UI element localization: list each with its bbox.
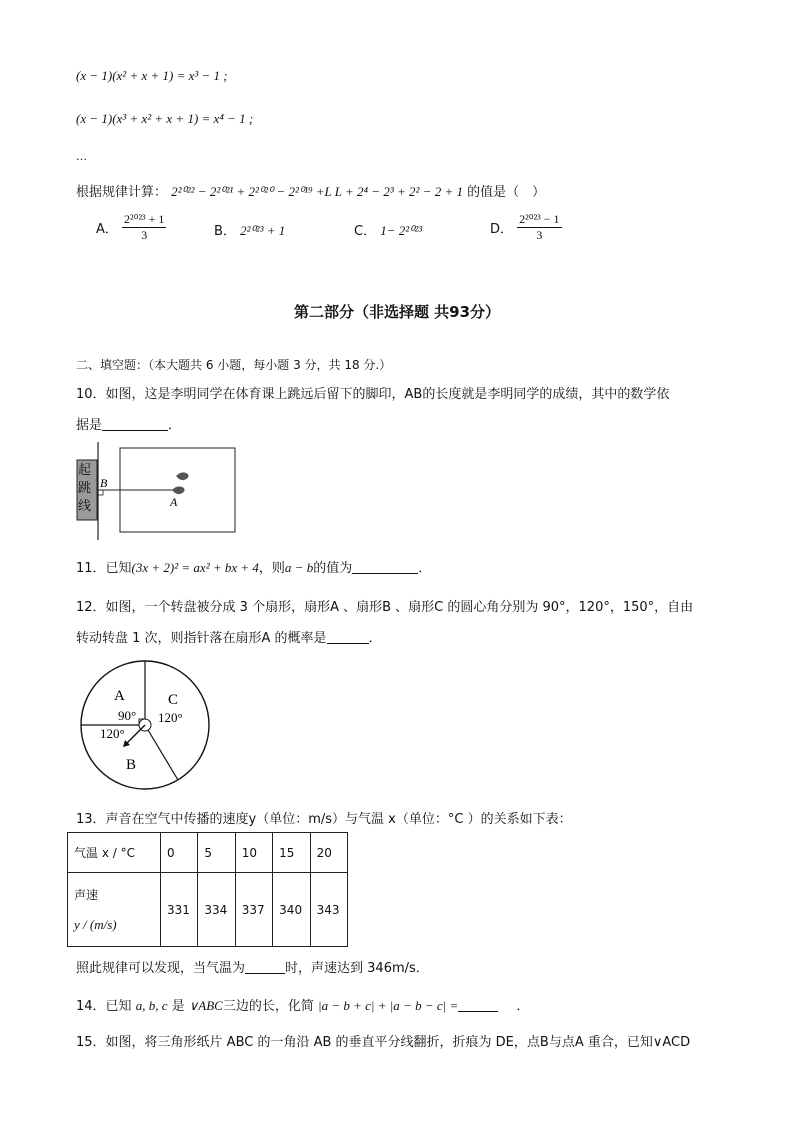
q10-line-2-text: 据是: [76, 418, 103, 433]
option-c[interactable]: [354, 220, 422, 239]
q10-answer-blank[interactable]: [102, 418, 168, 431]
section-title: 第二部分（非选择题 共93分）: [293, 303, 501, 321]
q14-mid: 是: [171, 999, 185, 1014]
table-cell: 15: [273, 833, 310, 873]
option-c-value: 1− 2²⁰²³: [380, 223, 423, 238]
q14-answer-blank[interactable]: [458, 999, 498, 1012]
identity-line-2: (x − 1)(x³ + x² + x + 1) = x⁴ − 1 ;: [76, 111, 254, 126]
table-cell: 340: [273, 873, 310, 947]
table-cell: 334: [198, 873, 235, 947]
table-cell: 0: [161, 833, 198, 873]
q14-vars: a, b, c: [135, 998, 168, 1013]
option-b-label: B．: [214, 224, 236, 239]
table-cell: 5: [198, 833, 235, 873]
option-d[interactable]: [490, 212, 562, 243]
option-a-numerator: 2²⁰²³ + 1: [124, 212, 165, 226]
q11-answer-blank[interactable]: [352, 561, 418, 574]
q15-line-1: 15．如图，将三角形纸片 ABC 的一角沿 AB 的垂直平分线翻折，折痕为 DE，点B与点A 重合，已知∨ACD: [76, 1035, 691, 1050]
table-cell: 337: [235, 873, 272, 947]
q12-answer-blank[interactable]: [327, 631, 369, 644]
sector-b-label: B: [126, 757, 137, 773]
angle-120-c-label: 120°: [158, 710, 183, 725]
takeoff-line-label: 起跳线: [78, 463, 92, 514]
option-d-fraction: [517, 212, 561, 243]
q9-suffix: 的值是（ ）: [467, 185, 546, 200]
q9-prefix: 根据规律计算：: [76, 185, 168, 200]
option-a-label: A．: [96, 222, 118, 237]
table-cell: 331: [161, 873, 198, 947]
q11-a-minus-b: a − b: [284, 560, 314, 575]
q12-line-2-text: 转动转盘 1 次，则指针落在扇形A 的概率是: [76, 631, 327, 646]
q14-expression: |a − b + c| + |a − b − c| =: [318, 998, 459, 1013]
sound-speed-table: [67, 832, 348, 947]
q12-end: ．: [368, 631, 382, 646]
q14-mid2: 三边的长，化简: [222, 999, 314, 1014]
option-d-denominator: 3: [536, 228, 543, 242]
q13-answer-blank[interactable]: [245, 961, 285, 974]
option-c-label: C．: [354, 224, 377, 239]
angle-90-label: 90°: [118, 708, 137, 723]
speed-header-line-2: y / (m/s): [74, 916, 117, 932]
q11-equation: (3x + 2)² = ax² + bx + 4: [131, 560, 259, 575]
identity-line-1: (x − 1)(x² + x + 1) = x³ − 1 ;: [76, 68, 228, 83]
table-row-speed: [68, 873, 348, 947]
q12-line-2: [76, 627, 382, 646]
table-header-temperature: 气温 x / °C: [68, 833, 161, 873]
footprint-1-icon: [176, 472, 189, 480]
sector-boundary-bottom: [145, 725, 178, 780]
sector-c-label: C: [168, 692, 179, 708]
table-header-speed: [68, 873, 161, 947]
q13-intro: 13．声音在空气中传播的速度y（单位：m/s）与气温 x（单位：°C ）的关系如下表：: [76, 812, 572, 827]
q11-prefix: 11．已知: [76, 561, 132, 576]
option-d-label: D．: [490, 222, 514, 237]
q14-prefix: 14．已知: [76, 999, 132, 1014]
question-11: [76, 557, 431, 576]
q10-line-1: 10．如图，这是李明同学在体育课上跳远后留下的脚印，AB的长度就是李明同学的成绩，其中的数学依: [76, 387, 670, 402]
q9-expression: 2²⁰²² − 2²⁰²¹ + 2²⁰²⁰ − 2²⁰¹⁹ +L L + 2⁴ − 2³ + 2² − 2 + 1: [171, 184, 463, 199]
table-cell: 20: [310, 833, 347, 873]
q10-end: ．: [168, 418, 182, 433]
fill-in-header: 二、填空题：（本大题共 6 小题，每小题 3 分，共 18 分.）: [76, 358, 392, 372]
long-jump-figure: [72, 440, 242, 542]
label-b: B: [100, 476, 108, 490]
q13-question: [76, 957, 429, 976]
q13-after-a: 照此规律可以发现，当气温为: [76, 961, 246, 976]
option-a-denominator: 3: [141, 228, 148, 242]
q12-line-1: 12．如图，一个转盘被分成 3 个扇形，扇形A 、扇形B 、扇形C 的圆心角分别为 90°，120°，150°，自由: [76, 600, 694, 615]
q10-line-2: [76, 414, 181, 433]
table-cell: 343: [310, 873, 347, 947]
option-a-fraction: [122, 212, 166, 243]
speed-header-line-1: 声速: [74, 887, 99, 902]
option-b-value: 2²⁰²³ + 1: [240, 223, 286, 238]
angle-120-b-label: 120°: [100, 726, 125, 741]
right-angle-mark: [98, 490, 103, 495]
q14-triangle: ∨ABC: [188, 998, 223, 1013]
option-d-numerator: 2²⁰²³ − 1: [519, 212, 560, 226]
sector-a-label: A: [114, 688, 125, 704]
table-cell: 10: [235, 833, 272, 873]
label-a: A: [170, 495, 178, 509]
q11-suffix: 的值为: [313, 561, 353, 576]
ellipsis: …: [76, 150, 87, 163]
q11-end: ．: [418, 561, 432, 576]
footprint-2-icon: [172, 486, 185, 494]
spinner-figure: [74, 658, 218, 790]
option-b[interactable]: [214, 220, 285, 239]
option-a[interactable]: [96, 212, 166, 243]
spinner-pointer[interactable]: [126, 725, 145, 744]
q11-mid: ，则: [258, 561, 285, 576]
question-9-stem: [76, 181, 545, 200]
q14-end: ．: [516, 999, 530, 1014]
question-14: [76, 995, 529, 1014]
q13-after-b: 时，声速达到 346m/s．: [285, 961, 429, 976]
table-row-temperature: [68, 833, 348, 873]
